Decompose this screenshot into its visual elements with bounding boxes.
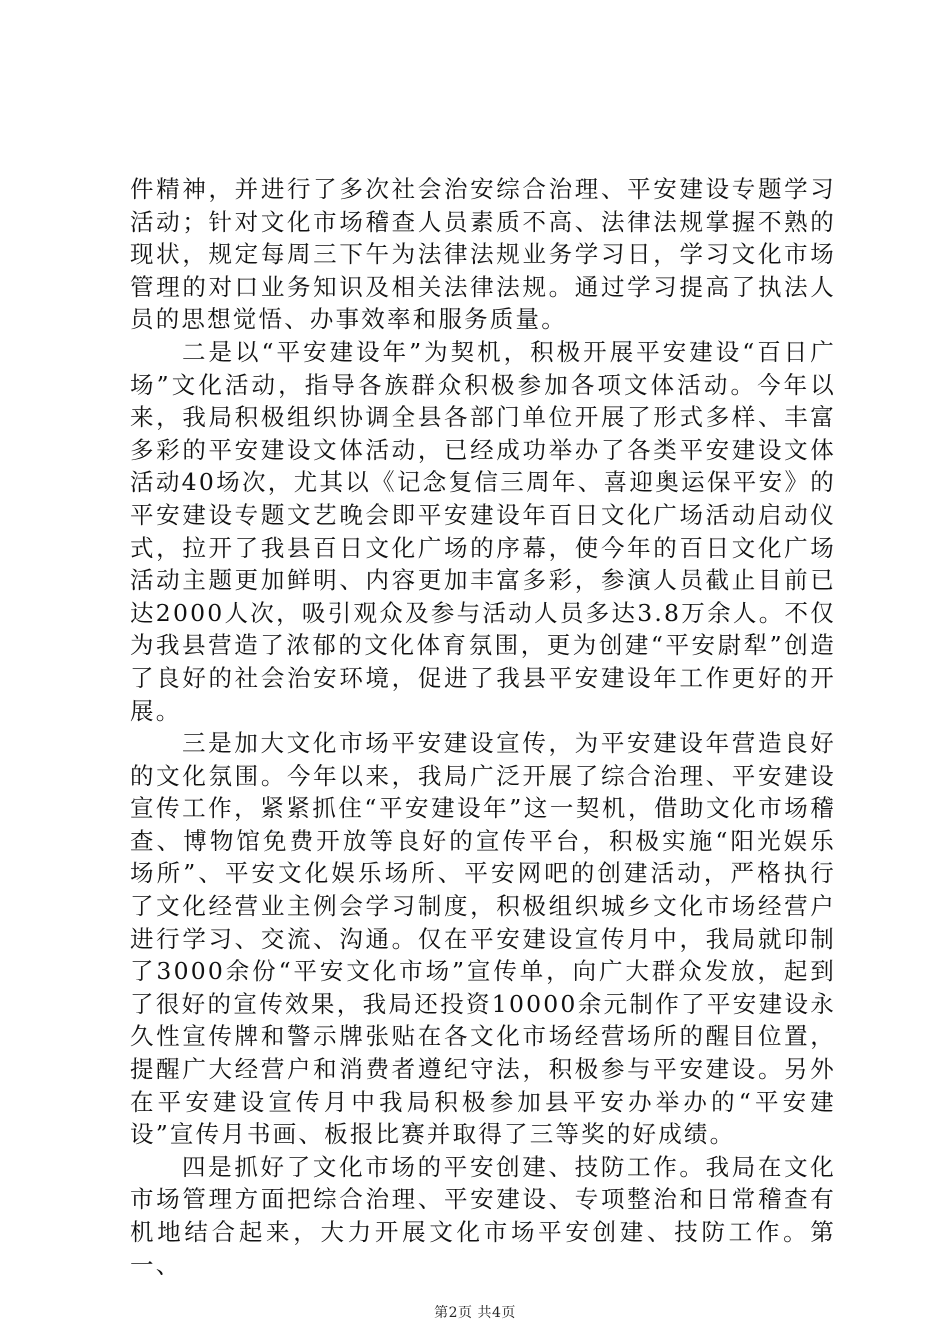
paragraph-three: 三是加大文化市场平安建设宣传，为平安建设年营造良好的文化氛围。今年以来，我局广泛开展了综合治理、平安建设宣传工作，紧紧抓住“平安建设年”这一契机，借助文化市场稽查、博物馆免费开放等良好的宣传平台，积极实施“阳光娱乐场所”、平安文化娱乐场所、平安网吧的创建活动，严格执行了文化经营业主例会学习制度，积极组织城乡文化市场经营户进行学习、交流、沟通。仅在平安建设宣传月中，我局就印制了3000余份“平安文化市场”宣传单，向广大群众发放，起到了很好的宣传效果，我局还投资10000余元制作了平安建设永久性宣传牌和警示牌张贴在各文化市场经营场所的醒目位置，提醒广大经营户和消费者遵纪守法，积极参与平安建设。另外在平安建设宣传月中我局积极参加县平安办举办的“平安建设”宣传月书画、板报比赛并取得了三等奖的好成绩。 <box>130 729 836 1149</box>
page-footer: 第2页 共4页 <box>434 1305 516 1321</box>
paragraph-two: 二是以“平安建设年”为契机，积极开展平安建设“百日广场”文化活动，指导各族群众积极参加各项文体活动。今年以来，我局积极组织协调全县各部门单位开展了形式多样、丰富多彩的平安建设文体活动，已经成功举办了各类平安建设文体活动40场次，尤其以《记念复信三周年、喜迎奥运保平安》的平安建设专题文艺晚会即平安建设年百日文化广场活动启动仪式，拉开了我县百日文化广场的序幕，使今年的百日文化广场活动主题更加鲜明、内容更加丰富多彩，参演人员截止目前已达2000人次，吸引观众及参与活动人员多达3.8万余人。不仅为我县营造了浓郁的文化体育氛围，更为创建“平安尉犁”创造了良好的社会治安环境，促进了我县平安建设年工作更好的开展。 <box>130 337 836 725</box>
paragraph-four: 四是抓好了文化市场的平安创建、技防工作。我局在文化市场管理方面把综合治理、平安建设、专项整治和日常稽查有机地结合起来，大力开展文化市场平安创建、技防工作。第一、 <box>130 1152 836 1279</box>
document-body <box>130 173 836 1281</box>
paragraph-continuation: 件精神，并进行了多次社会治安综合治理、平安建设专题学习活动；针对文化市场稽查人员素质不高、法律法规掌握不熟的现状，规定每周三下午为法律法规业务学习日，学习文化市场管理的对口业务知识及相关法律法规。通过学习提高了执法人员的思想觉悟、办事效率和服务质量。 <box>130 175 836 334</box>
